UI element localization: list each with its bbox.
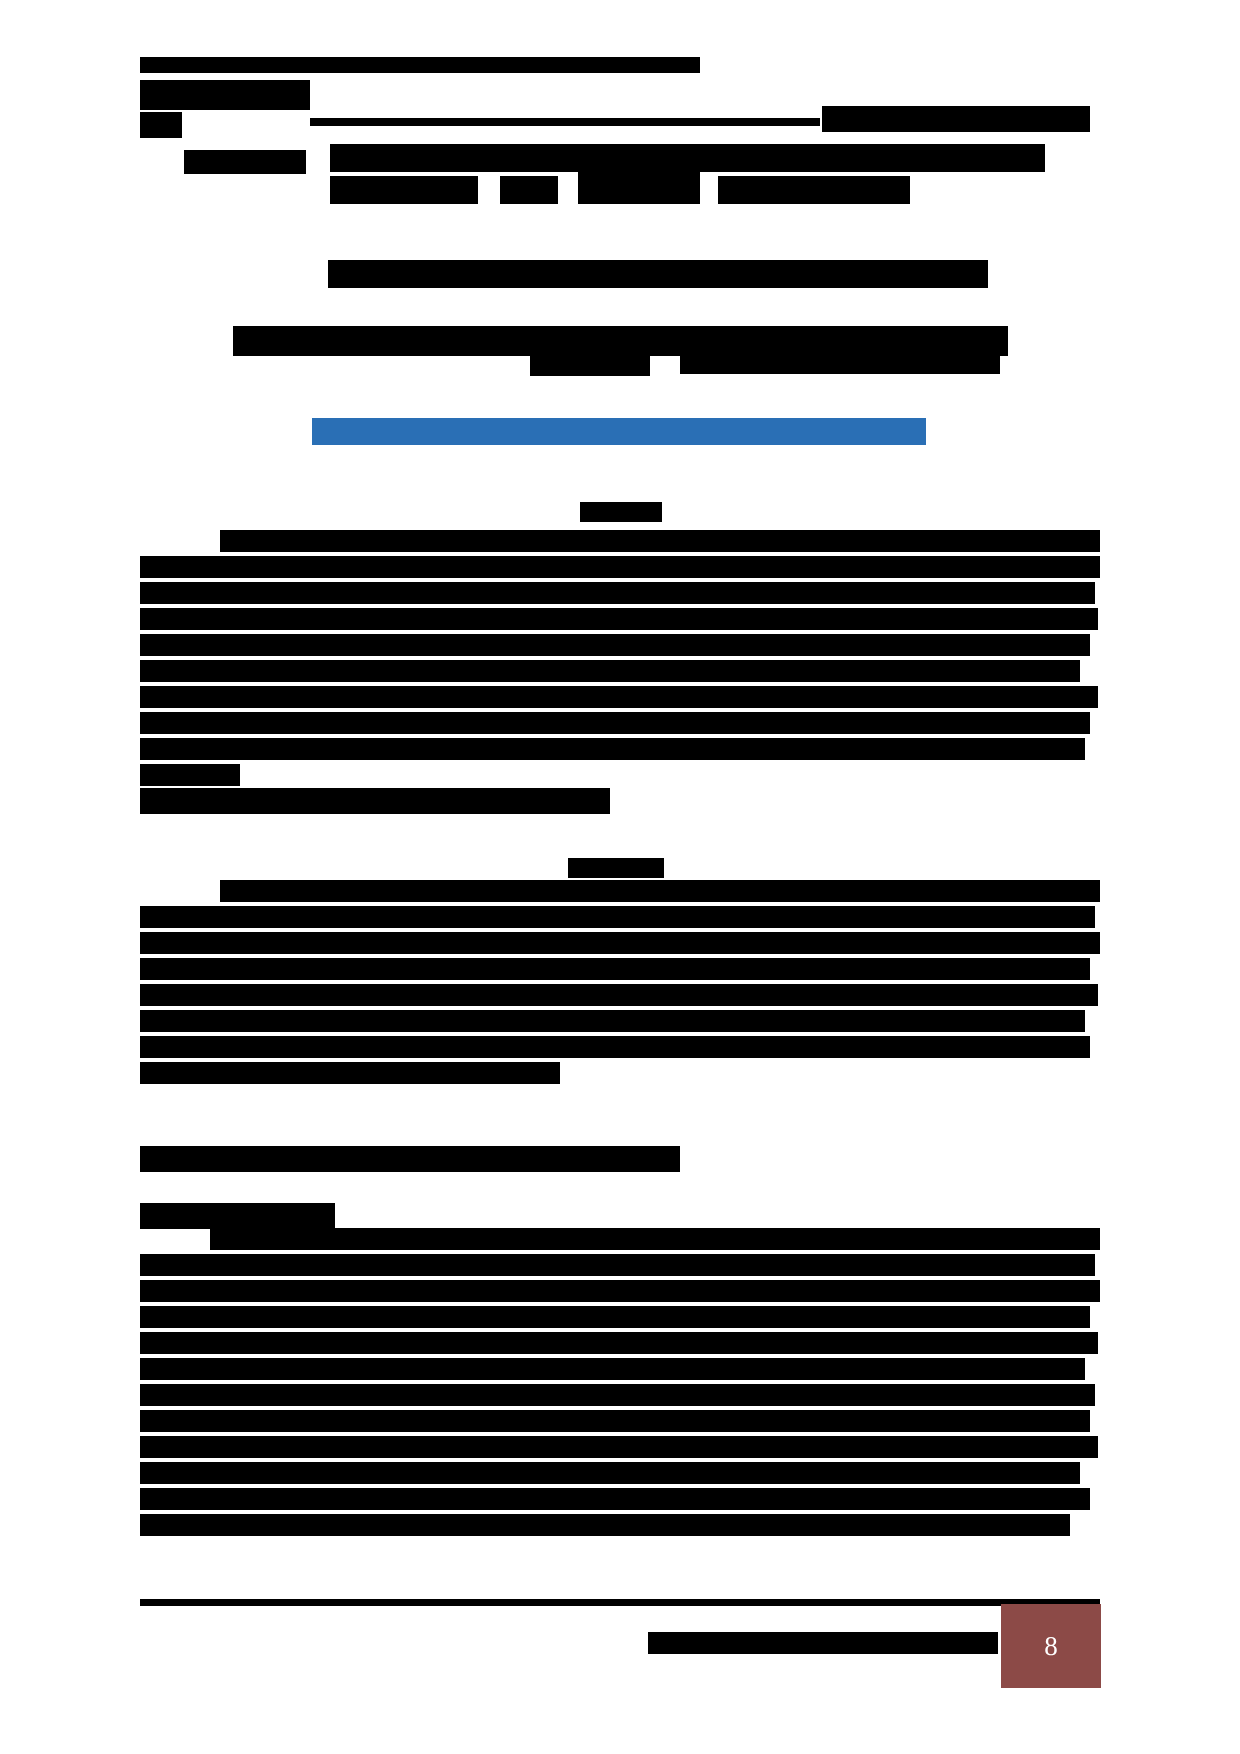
header-bar bbox=[718, 176, 910, 204]
section-three-subheading bbox=[140, 1203, 335, 1229]
text-line bbox=[220, 530, 1100, 552]
text-line bbox=[140, 984, 1098, 1006]
header-bar bbox=[140, 57, 700, 73]
text-line bbox=[210, 1228, 1100, 1250]
text-line bbox=[140, 1488, 1090, 1510]
page-number: 8 bbox=[1001, 1604, 1101, 1688]
header-bar bbox=[500, 176, 558, 204]
text-line bbox=[140, 556, 1100, 578]
text-line bbox=[140, 1514, 1070, 1536]
text-line bbox=[220, 880, 1100, 902]
text-line bbox=[140, 764, 240, 786]
title-bar bbox=[328, 260, 988, 288]
header-bar bbox=[184, 150, 306, 174]
section-three-heading bbox=[140, 1146, 680, 1172]
footer-redacted-text bbox=[648, 1632, 998, 1654]
text-line bbox=[140, 1358, 1085, 1380]
subtitle-bar bbox=[680, 350, 1000, 374]
text-line bbox=[140, 1062, 560, 1084]
text-line bbox=[140, 1332, 1098, 1354]
text-line bbox=[140, 906, 1095, 928]
section-one-paragraph bbox=[140, 530, 1100, 786]
header-bar bbox=[140, 80, 310, 110]
text-line bbox=[140, 712, 1090, 734]
header-bar bbox=[140, 112, 182, 138]
text-line bbox=[140, 1462, 1080, 1484]
section-two-caption bbox=[568, 858, 664, 878]
text-line bbox=[140, 738, 1085, 760]
header-bar bbox=[310, 118, 820, 126]
text-line bbox=[140, 634, 1090, 656]
email-link[interactable] bbox=[312, 418, 926, 445]
footer-rule bbox=[140, 1599, 1100, 1606]
text-line bbox=[140, 1436, 1098, 1458]
section-three-paragraph bbox=[140, 1228, 1100, 1536]
text-line bbox=[140, 608, 1098, 630]
text-line bbox=[140, 686, 1098, 708]
text-line bbox=[140, 1384, 1095, 1406]
text-line bbox=[140, 1306, 1090, 1328]
header-bar bbox=[578, 170, 700, 204]
text-line bbox=[140, 958, 1090, 980]
text-line bbox=[140, 582, 1095, 604]
subtitle-bar bbox=[530, 356, 650, 376]
section-two-heading bbox=[140, 788, 610, 814]
text-line bbox=[140, 1254, 1095, 1276]
text-line bbox=[140, 1410, 1090, 1432]
text-line bbox=[140, 1036, 1090, 1058]
section-one-caption bbox=[580, 502, 662, 522]
header-bar bbox=[822, 106, 1090, 132]
header-bar bbox=[330, 176, 478, 204]
text-line bbox=[140, 932, 1100, 954]
header-bar bbox=[330, 144, 1045, 172]
text-line bbox=[140, 1010, 1085, 1032]
text-line bbox=[140, 1280, 1100, 1302]
text-line bbox=[140, 660, 1080, 682]
section-two-paragraph bbox=[140, 880, 1100, 1084]
